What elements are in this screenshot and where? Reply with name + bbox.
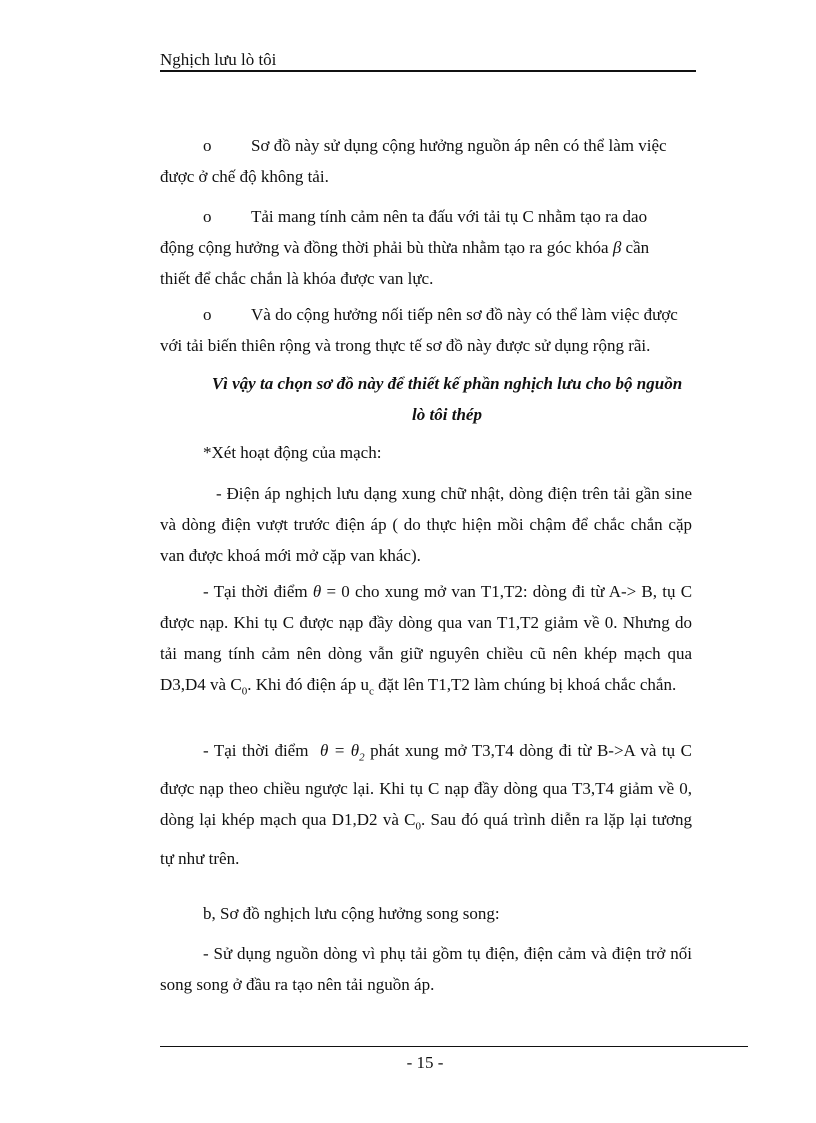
p2-text-c: . Khi đó điện áp u xyxy=(247,675,370,694)
p2-sub-c: c xyxy=(369,685,374,698)
header-rule xyxy=(160,70,696,72)
p2-sub-0: 0 xyxy=(241,685,248,698)
conclusion-line-2: lò tôi thép xyxy=(412,405,482,424)
bullet-2-first: Tải mang tính cảm nên ta đấu với tải tụ C nhằm tạo ra dao xyxy=(251,207,648,226)
conclusion-line-1: Vì vậy ta chọn sơ đồ này để thiết kế phần nghịch lưu cho bộ nguồn xyxy=(211,374,683,393)
p2-text-b: = 0 cho xung mở van T1,T2: dòng đi từ A-> B, tụ C được nạp. Khi tụ C được nạp đầy dòng qua van T1,T2 giảm về 0. Nhưng do tải mang tính cảm nên dòng vẫn giữ nguyên chiều cũ nên khép mạch qua D3,D4 và C xyxy=(160,582,693,694)
p2-text-a: - Tại thời điểm xyxy=(203,582,308,601)
theta-equation: θ = θ xyxy=(319,741,360,760)
theta-symbol: θ xyxy=(312,582,322,601)
operation-paragraph-2 xyxy=(160,576,692,707)
bullet-2-rest1b: cần xyxy=(625,238,650,257)
parallel-heading: b, Sơ đồ nghịch lưu cộng hưởng song song: xyxy=(203,904,500,923)
bullet-3 xyxy=(160,299,692,361)
conclusion xyxy=(160,368,734,430)
bullet-2-rest1: động cộng hưởng và đồng thời phải bù thừa nhằm tạo ra góc khóa xyxy=(160,238,609,257)
p3-text-b: phát xung mở T3,T4 dòng đi từ B->A và tụ C được nạp theo chiều ngược lại. Khi tụ C nạp đầy dòng qua T3,T4 giảm về 0, dòng lại khép mạch qua D1,D2 và C xyxy=(160,741,692,830)
bullet-1-rest: được ở chế độ không tải. xyxy=(160,167,329,186)
page-number: - 15 - xyxy=(406,1053,444,1072)
bullet-3-rest: với tải biến thiên rộng và trong thực tế sơ đồ này được sử dụng rộng rãi. xyxy=(160,336,651,355)
p3-sub-2: 2 xyxy=(359,751,365,764)
operation-heading: *Xét hoạt động của mạch: xyxy=(203,443,382,462)
bullet-marker: o xyxy=(203,136,212,155)
bullet-2 xyxy=(160,201,692,294)
p2-text-d: đặt lên T1,T2 làm chúng bị khoá chắc chắn. xyxy=(378,675,677,694)
p3-text-c: . Sau đó quá trình diễn ra lặp lại tương tự như trên. xyxy=(160,810,692,868)
operation-paragraph-1: - Điện áp nghịch lưu dạng xung chữ nhật, dòng điện trên tải gần sine và dòng điện vượt trước điện áp ( do thực hiện mồi chậm để chắc chắn cặp van được khoá mới mở cặp van khác). xyxy=(160,484,692,565)
p3-sub-0: 0 xyxy=(415,820,421,833)
beta-symbol: β xyxy=(612,238,622,257)
bullet-marker: o xyxy=(203,305,212,324)
bullet-marker: o xyxy=(203,207,212,226)
bullet-3-first: Và do cộng hưởng nối tiếp nên sơ đồ này có thể làm việc được xyxy=(251,305,678,324)
bullet-1 xyxy=(160,130,692,192)
bullet-1-first: Sơ đồ này sử dụng cộng hưởng nguồn áp nên có thể làm việc xyxy=(251,136,667,155)
parallel-paragraph-1: - Sử dụng nguồn dòng vì phụ tải gồm tụ điện, điện cảm và điện trở nối song song ở đầu ra tạo nên tải nguồn áp. xyxy=(160,944,692,994)
page-header-title: Nghịch lưu lò tôi xyxy=(160,50,277,69)
bullet-2-rest2: thiết để chắc chắn là khóa được van lực. xyxy=(160,269,434,288)
operation-paragraph-3 xyxy=(160,735,692,874)
p3-text-a: - Tại thời điểm xyxy=(203,741,309,760)
footer-rule xyxy=(160,1046,748,1047)
